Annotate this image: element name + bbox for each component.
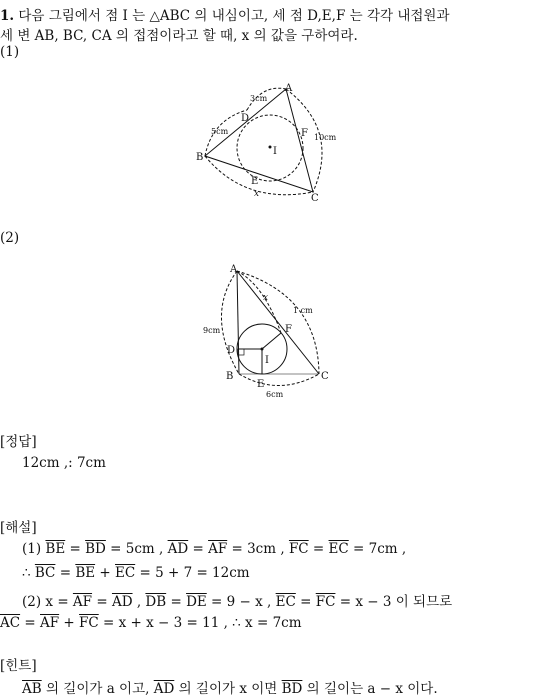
sol3-v2: = x − 3 이 되므로 — [335, 594, 453, 610]
label-b-2: B — [226, 371, 234, 382]
answer-text: 12cm ,: 7cm — [22, 455, 106, 471]
solution-line-3 — [22, 590, 452, 610]
label-b-1: B — [196, 152, 204, 163]
seg-fc-4: $\overline{FC}$ — [79, 615, 99, 631]
length-ac-2: 1 cm — [293, 306, 313, 315]
length-ac-1: 10cm — [314, 133, 337, 142]
solution-heading: [해설] — [0, 520, 37, 536]
hint-line — [22, 677, 438, 697]
sol2-eq: = — [55, 565, 76, 581]
hint-t3: 의 길이는 a − x 이다. — [302, 681, 438, 697]
sol2-v: = 5 + 7 = 12cm — [135, 565, 250, 581]
label-c-1: C — [311, 193, 319, 204]
label-d-1: D — [241, 113, 250, 124]
length-ad-1: 3cm — [250, 94, 268, 103]
part-1-label: (1) — [0, 44, 20, 60]
label-f-2: F — [285, 324, 292, 335]
label-f-1: F — [301, 128, 308, 139]
sol2-prefix: ∴ — [22, 565, 35, 581]
hint-t2: 의 길이가 x 이면 — [174, 681, 282, 697]
figure-1 — [0, 0, 535, 230]
sol2-plus: + — [95, 565, 115, 581]
label-x-1: x — [254, 189, 260, 199]
sol3-eq3: = — [295, 594, 316, 610]
arc-ab-2 — [221, 271, 239, 374]
seg-ad: $\overline{AD}$ — [167, 541, 189, 557]
seg-fc: $\overline{FC}$ — [288, 541, 309, 557]
seg-ec: $\overline{EC}$ — [328, 541, 349, 557]
label-d-2: D — [227, 345, 236, 356]
seg-fc-3: $\overline{FC}$ — [315, 594, 336, 610]
seg-db: $\overline{DB}$ — [145, 594, 167, 610]
sol3-eq1: = — [92, 594, 112, 610]
seg-ec-2: $\overline{EC}$ — [115, 565, 136, 581]
problem-text-2: 세 변 AB, BC, CA 의 접점이라고 할 때, x 의 값을 구하여라. — [0, 28, 358, 44]
sol4-eq: = — [20, 615, 40, 631]
seg-af-4: $\overline{AF}$ — [40, 615, 60, 631]
seg-ad-3: $\overline{AD}$ — [111, 594, 133, 610]
side-ac-2 — [237, 271, 319, 374]
sol4-v: = x + x − 3 = 11 , ∴ x = 7cm — [98, 615, 302, 631]
radius-if-2 — [262, 333, 281, 349]
solution-line-2 — [22, 565, 250, 581]
seg-be: $\overline{BE}$ — [45, 541, 66, 557]
label-e-1: E — [251, 176, 259, 187]
triangle-abc-1 — [205, 89, 313, 192]
sol1-prefix: (1) — [22, 541, 46, 557]
hint-heading: [힌트] — [0, 658, 37, 674]
label-c-2: C — [321, 371, 329, 382]
hint-seg-bd: $\overline{BD}$ — [281, 681, 303, 697]
label-i-1: I — [273, 146, 277, 157]
label-a-2: A — [230, 264, 238, 275]
sol3-eq2: = — [166, 594, 187, 610]
part-2-label: (2) — [0, 230, 20, 246]
seg-be-2: $\overline{BE}$ — [75, 565, 96, 581]
length-bd-1: 5cm — [211, 127, 229, 136]
sol1-v2: = 3cm , — [227, 541, 289, 557]
seg-af: $\overline{AF}$ — [208, 541, 228, 557]
sol1-eq1: = — [65, 541, 86, 557]
seg-ec-3: $\overline{EC}$ — [275, 594, 296, 610]
label-a-1: A — [285, 83, 293, 94]
solution-line-1 — [22, 541, 406, 557]
incenter-dot-2 — [261, 348, 264, 351]
length-ab-2: 9cm — [203, 326, 221, 335]
seg-de: $\overline{DE}$ — [186, 594, 207, 610]
label-x-2: x — [263, 293, 269, 303]
sol3-v1: = 9 − x , — [206, 594, 276, 610]
sol1-eq2: = — [188, 541, 209, 557]
length-bc-2: 6cm — [266, 390, 284, 399]
hint-seg-ab: $\overline{AB}$ — [22, 681, 42, 697]
hint-seg-ad: $\overline{AD}$ — [153, 681, 175, 697]
hint-t1: 의 길이가 a 이고, — [41, 681, 154, 697]
seg-ac-4: $\overline{AC}$ — [0, 615, 21, 631]
arc-bc-2 — [239, 374, 319, 386]
seg-af-3: $\overline{AF}$ — [72, 594, 93, 610]
sol1-v3: = 7cm , — [348, 541, 407, 557]
label-e-2: E — [257, 379, 265, 390]
problem-number: 1. — [0, 8, 15, 24]
sol1-v1: = 5cm , — [105, 541, 168, 557]
sol1-eq3: = — [308, 541, 329, 557]
sol3-c1: , — [132, 594, 146, 610]
incenter-dot-1 — [269, 146, 272, 149]
answer-heading: [정답] — [0, 434, 37, 450]
sol3-prefix: (2) x = — [22, 594, 73, 610]
seg-bd: $\overline{BD}$ — [85, 541, 106, 557]
label-i-2: I — [265, 355, 269, 366]
figure-2 — [0, 255, 535, 405]
sol4-plus: + — [59, 615, 80, 631]
problem-text-1: 다음 그림에서 점 I 는 △ABC 의 내심이고, 세 점 D,E,F 는 각각 내접원과 — [18, 8, 450, 24]
solution-line-4 — [0, 615, 302, 631]
seg-bc: $\overline{BC}$ — [34, 565, 56, 581]
